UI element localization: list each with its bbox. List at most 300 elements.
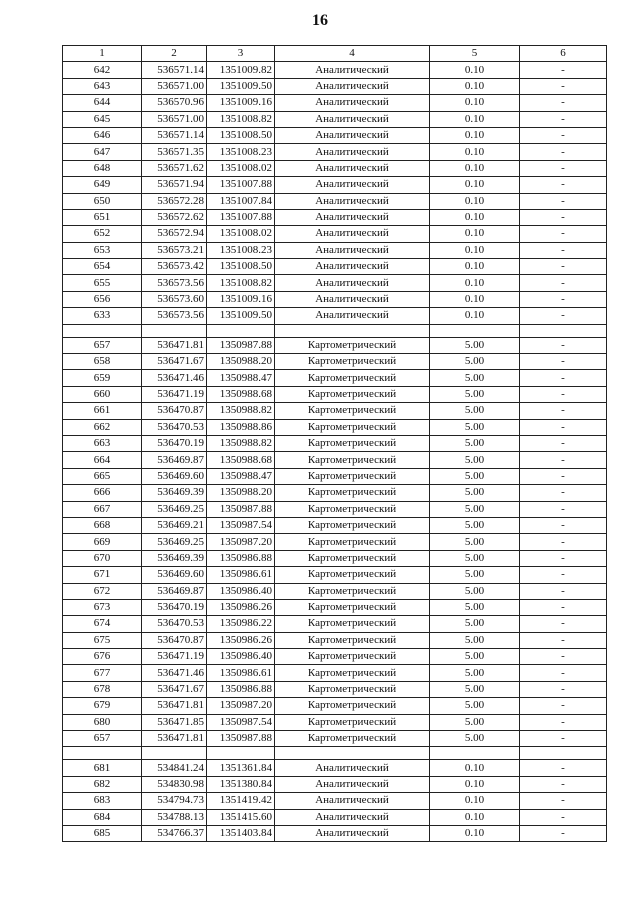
coordinate-x-cell: 536572.94 <box>142 226 207 242</box>
table-row <box>63 583 607 599</box>
coordinate-y-cell: 1351008.82 <box>207 111 275 127</box>
method-cell: Аналитический <box>275 308 430 324</box>
coordinate-y-cell: 1350986.88 <box>207 681 275 697</box>
point-number-cell: 661 <box>63 403 142 419</box>
coordinate-x-cell: 536470.87 <box>142 632 207 648</box>
coordinate-y-cell: 1351380.84 <box>207 776 275 792</box>
accuracy-cell: 0.10 <box>430 308 520 324</box>
note-cell: - <box>520 144 607 160</box>
coordinate-y-cell: 1351008.23 <box>207 144 275 160</box>
coordinate-y-cell: 1350987.54 <box>207 714 275 730</box>
note-cell: - <box>520 665 607 681</box>
point-number-cell: 642 <box>63 62 142 78</box>
coordinate-x-cell: 536469.87 <box>142 583 207 599</box>
accuracy-cell: 5.00 <box>430 354 520 370</box>
note-cell: - <box>520 111 607 127</box>
method-cell: Картометрический <box>275 731 430 747</box>
empty-cell <box>430 324 520 337</box>
table-row <box>63 62 607 78</box>
table-row <box>63 111 607 127</box>
accuracy-cell: 5.00 <box>430 649 520 665</box>
point-number-cell: 646 <box>63 127 142 143</box>
table-row <box>63 550 607 566</box>
note-cell: - <box>520 435 607 451</box>
accuracy-cell: 0.10 <box>430 177 520 193</box>
accuracy-cell: 0.10 <box>430 127 520 143</box>
point-number-cell: 682 <box>63 776 142 792</box>
accuracy-cell: 5.00 <box>430 370 520 386</box>
note-cell: - <box>520 242 607 258</box>
method-cell: Картометрический <box>275 354 430 370</box>
coordinates-table <box>62 45 607 842</box>
table-row <box>63 275 607 291</box>
note-cell: - <box>520 731 607 747</box>
note-cell: - <box>520 534 607 550</box>
method-cell: Аналитический <box>275 177 430 193</box>
method-cell: Аналитический <box>275 259 430 275</box>
coordinate-y-cell: 1350988.20 <box>207 354 275 370</box>
note-cell: - <box>520 354 607 370</box>
table-row <box>63 616 607 632</box>
empty-cell <box>275 747 430 760</box>
coordinate-x-cell: 536470.53 <box>142 616 207 632</box>
note-cell: - <box>520 550 607 566</box>
coordinate-y-cell: 1350986.26 <box>207 632 275 648</box>
note-cell: - <box>520 776 607 792</box>
coordinate-y-cell: 1351419.42 <box>207 793 275 809</box>
method-cell: Аналитический <box>275 95 430 111</box>
table-row <box>63 354 607 370</box>
coordinate-x-cell: 536471.46 <box>142 665 207 681</box>
point-number-cell: 633 <box>63 308 142 324</box>
coordinate-y-cell: 1351008.50 <box>207 259 275 275</box>
coordinate-x-cell: 536471.81 <box>142 731 207 747</box>
point-number-cell: 673 <box>63 599 142 615</box>
point-number-cell: 644 <box>63 95 142 111</box>
note-cell: - <box>520 160 607 176</box>
method-cell: Аналитический <box>275 776 430 792</box>
empty-cell <box>142 324 207 337</box>
point-number-cell: 668 <box>63 517 142 533</box>
accuracy-cell: 0.10 <box>430 809 520 825</box>
note-cell: - <box>520 517 607 533</box>
coordinate-x-cell: 536471.67 <box>142 354 207 370</box>
point-number-cell: 676 <box>63 649 142 665</box>
point-number-cell: 655 <box>63 275 142 291</box>
method-cell: Картометрический <box>275 616 430 632</box>
empty-cell <box>520 747 607 760</box>
accuracy-cell: 0.10 <box>430 793 520 809</box>
note-cell: - <box>520 567 607 583</box>
accuracy-cell: 5.00 <box>430 616 520 632</box>
point-number-cell: 675 <box>63 632 142 648</box>
table-row <box>63 127 607 143</box>
table-row <box>63 665 607 681</box>
accuracy-cell: 0.10 <box>430 825 520 841</box>
coordinate-y-cell: 1350988.68 <box>207 386 275 402</box>
blank-separator-row <box>63 747 607 760</box>
point-number-cell: 659 <box>63 370 142 386</box>
method-cell: Аналитический <box>275 275 430 291</box>
point-number-cell: 681 <box>63 760 142 776</box>
point-number-cell: 680 <box>63 714 142 730</box>
method-cell: Аналитический <box>275 160 430 176</box>
accuracy-cell: 0.10 <box>430 760 520 776</box>
table-row <box>63 308 607 324</box>
accuracy-cell: 0.10 <box>430 209 520 225</box>
column-header-6: 6 <box>520 46 607 62</box>
coordinate-x-cell: 536469.39 <box>142 485 207 501</box>
coordinate-y-cell: 1350987.54 <box>207 517 275 533</box>
table-row <box>63 649 607 665</box>
method-cell: Аналитический <box>275 793 430 809</box>
point-number-cell: 653 <box>63 242 142 258</box>
method-cell: Картометрический <box>275 567 430 583</box>
point-number-cell: 672 <box>63 583 142 599</box>
method-cell: Аналитический <box>275 78 430 94</box>
coordinate-x-cell: 536470.87 <box>142 403 207 419</box>
accuracy-cell: 0.10 <box>430 776 520 792</box>
point-number-cell: 685 <box>63 825 142 841</box>
table-row <box>63 144 607 160</box>
empty-cell <box>275 324 430 337</box>
point-number-cell: 667 <box>63 501 142 517</box>
method-cell: Картометрический <box>275 485 430 501</box>
note-cell: - <box>520 193 607 209</box>
note-cell: - <box>520 681 607 697</box>
note-cell: - <box>520 386 607 402</box>
note-cell: - <box>520 370 607 386</box>
note-cell: - <box>520 259 607 275</box>
accuracy-cell: 5.00 <box>430 731 520 747</box>
point-number-cell: 669 <box>63 534 142 550</box>
note-cell: - <box>520 226 607 242</box>
point-number-cell: 648 <box>63 160 142 176</box>
coordinate-x-cell: 536572.28 <box>142 193 207 209</box>
table-row <box>63 209 607 225</box>
method-cell: Аналитический <box>275 809 430 825</box>
column-header-5: 5 <box>430 46 520 62</box>
accuracy-cell: 5.00 <box>430 583 520 599</box>
table-row <box>63 793 607 809</box>
coordinate-y-cell: 1351415.60 <box>207 809 275 825</box>
coordinate-x-cell: 536571.14 <box>142 127 207 143</box>
coordinate-y-cell: 1350988.47 <box>207 370 275 386</box>
table-row <box>63 517 607 533</box>
method-cell: Аналитический <box>275 127 430 143</box>
note-cell: - <box>520 337 607 353</box>
note-cell: - <box>520 616 607 632</box>
accuracy-cell: 5.00 <box>430 468 520 484</box>
coordinate-x-cell: 536571.94 <box>142 177 207 193</box>
accuracy-cell: 0.10 <box>430 144 520 160</box>
empty-cell <box>207 324 275 337</box>
accuracy-cell: 5.00 <box>430 501 520 517</box>
column-header-2: 2 <box>142 46 207 62</box>
accuracy-cell: 5.00 <box>430 599 520 615</box>
coordinate-y-cell: 1350988.68 <box>207 452 275 468</box>
accuracy-cell: 5.00 <box>430 534 520 550</box>
note-cell: - <box>520 452 607 468</box>
point-number-cell: 656 <box>63 291 142 307</box>
table-row <box>63 160 607 176</box>
point-number-cell: 650 <box>63 193 142 209</box>
method-cell: Аналитический <box>275 209 430 225</box>
coordinate-y-cell: 1351007.88 <box>207 177 275 193</box>
coordinate-x-cell: 536571.62 <box>142 160 207 176</box>
coordinate-x-cell: 536471.19 <box>142 649 207 665</box>
method-cell: Аналитический <box>275 193 430 209</box>
method-cell: Картометрический <box>275 649 430 665</box>
coordinate-x-cell: 536471.46 <box>142 370 207 386</box>
table-row <box>63 534 607 550</box>
accuracy-cell: 5.00 <box>430 567 520 583</box>
table-row <box>63 370 607 386</box>
table-row <box>63 681 607 697</box>
coordinate-y-cell: 1350986.61 <box>207 567 275 583</box>
coordinate-y-cell: 1350988.82 <box>207 435 275 451</box>
accuracy-cell: 0.10 <box>430 193 520 209</box>
point-number-cell: 678 <box>63 681 142 697</box>
method-cell: Картометрический <box>275 468 430 484</box>
coordinate-x-cell: 536469.21 <box>142 517 207 533</box>
note-cell: - <box>520 62 607 78</box>
table-row <box>63 567 607 583</box>
empty-cell <box>142 747 207 760</box>
point-number-cell: 664 <box>63 452 142 468</box>
table-row <box>63 78 607 94</box>
table-header-row <box>63 46 607 62</box>
point-number-cell: 657 <box>63 731 142 747</box>
method-cell: Картометрический <box>275 599 430 615</box>
method-cell: Аналитический <box>275 242 430 258</box>
method-cell: Аналитический <box>275 226 430 242</box>
note-cell: - <box>520 95 607 111</box>
column-header-3: 3 <box>207 46 275 62</box>
accuracy-cell: 5.00 <box>430 681 520 697</box>
accuracy-cell: 5.00 <box>430 419 520 435</box>
accuracy-cell: 0.10 <box>430 111 520 127</box>
coordinate-y-cell: 1350986.40 <box>207 649 275 665</box>
note-cell: - <box>520 275 607 291</box>
coordinate-y-cell: 1351008.02 <box>207 226 275 242</box>
coordinate-x-cell: 536471.81 <box>142 337 207 353</box>
method-cell: Аналитический <box>275 111 430 127</box>
point-number-cell: 677 <box>63 665 142 681</box>
accuracy-cell: 0.10 <box>430 78 520 94</box>
point-number-cell: 649 <box>63 177 142 193</box>
accuracy-cell: 5.00 <box>430 403 520 419</box>
coordinate-y-cell: 1350987.20 <box>207 698 275 714</box>
coordinate-x-cell: 536469.25 <box>142 534 207 550</box>
coordinate-y-cell: 1351403.84 <box>207 825 275 841</box>
note-cell: - <box>520 599 607 615</box>
method-cell: Аналитический <box>275 825 430 841</box>
method-cell: Картометрический <box>275 337 430 353</box>
point-number-cell: 643 <box>63 78 142 94</box>
accuracy-cell: 0.10 <box>430 226 520 242</box>
table-row <box>63 403 607 419</box>
accuracy-cell: 5.00 <box>430 517 520 533</box>
coordinate-x-cell: 536573.56 <box>142 275 207 291</box>
coordinate-x-cell: 536471.67 <box>142 681 207 697</box>
point-number-cell: 662 <box>63 419 142 435</box>
point-number-cell: 679 <box>63 698 142 714</box>
note-cell: - <box>520 78 607 94</box>
table-row <box>63 501 607 517</box>
accuracy-cell: 5.00 <box>430 550 520 566</box>
method-cell: Картометрический <box>275 550 430 566</box>
coordinate-x-cell: 536572.62 <box>142 209 207 225</box>
table-row <box>63 193 607 209</box>
note-cell: - <box>520 760 607 776</box>
coordinate-y-cell: 1351008.50 <box>207 127 275 143</box>
note-cell: - <box>520 632 607 648</box>
note-cell: - <box>520 809 607 825</box>
table-body <box>63 62 607 842</box>
note-cell: - <box>520 714 607 730</box>
coordinate-y-cell: 1351008.02 <box>207 160 275 176</box>
note-cell: - <box>520 403 607 419</box>
point-number-cell: 684 <box>63 809 142 825</box>
blank-separator-row <box>63 324 607 337</box>
accuracy-cell: 5.00 <box>430 698 520 714</box>
note-cell: - <box>520 583 607 599</box>
coordinate-y-cell: 1351361.84 <box>207 760 275 776</box>
accuracy-cell: 5.00 <box>430 632 520 648</box>
method-cell: Картометрический <box>275 681 430 697</box>
method-cell: Картометрический <box>275 517 430 533</box>
method-cell: Аналитический <box>275 760 430 776</box>
coordinate-y-cell: 1350986.40 <box>207 583 275 599</box>
coordinate-y-cell: 1350988.82 <box>207 403 275 419</box>
coordinate-x-cell: 536470.19 <box>142 599 207 615</box>
point-number-cell: 666 <box>63 485 142 501</box>
table-row <box>63 776 607 792</box>
coordinate-y-cell: 1351007.84 <box>207 193 275 209</box>
coordinate-y-cell: 1350986.26 <box>207 599 275 615</box>
coordinate-x-cell: 536573.60 <box>142 291 207 307</box>
coordinate-y-cell: 1350986.88 <box>207 550 275 566</box>
table-row <box>63 825 607 841</box>
coordinate-x-cell: 536471.19 <box>142 386 207 402</box>
coordinate-x-cell: 534788.13 <box>142 809 207 825</box>
table-row <box>63 419 607 435</box>
coordinate-x-cell: 536571.00 <box>142 111 207 127</box>
coordinate-x-cell: 536571.00 <box>142 78 207 94</box>
coordinate-x-cell: 536573.42 <box>142 259 207 275</box>
coordinate-y-cell: 1351008.82 <box>207 275 275 291</box>
table-row <box>63 809 607 825</box>
note-cell: - <box>520 793 607 809</box>
coordinate-y-cell: 1351009.16 <box>207 291 275 307</box>
point-number-cell: 683 <box>63 793 142 809</box>
accuracy-cell: 5.00 <box>430 452 520 468</box>
method-cell: Картометрический <box>275 698 430 714</box>
table-row <box>63 259 607 275</box>
point-number-cell: 652 <box>63 226 142 242</box>
coordinate-x-cell: 536470.53 <box>142 419 207 435</box>
coordinate-x-cell: 536573.56 <box>142 308 207 324</box>
table-row <box>63 468 607 484</box>
note-cell: - <box>520 419 607 435</box>
accuracy-cell: 5.00 <box>430 386 520 402</box>
table-row <box>63 386 607 402</box>
method-cell: Картометрический <box>275 435 430 451</box>
coordinate-y-cell: 1350987.20 <box>207 534 275 550</box>
table-row <box>63 177 607 193</box>
method-cell: Картометрический <box>275 665 430 681</box>
note-cell: - <box>520 127 607 143</box>
method-cell: Аналитический <box>275 62 430 78</box>
coordinate-y-cell: 1351009.82 <box>207 62 275 78</box>
method-cell: Картометрический <box>275 501 430 517</box>
table-row <box>63 714 607 730</box>
coordinate-x-cell: 536471.85 <box>142 714 207 730</box>
table-row <box>63 760 607 776</box>
method-cell: Картометрический <box>275 452 430 468</box>
point-number-cell: 654 <box>63 259 142 275</box>
coordinate-y-cell: 1350988.47 <box>207 468 275 484</box>
coordinate-y-cell: 1351009.50 <box>207 78 275 94</box>
coordinate-x-cell: 536471.81 <box>142 698 207 714</box>
point-number-cell: 647 <box>63 144 142 160</box>
method-cell: Картометрический <box>275 403 430 419</box>
note-cell: - <box>520 308 607 324</box>
table-row <box>63 485 607 501</box>
point-number-cell: 663 <box>63 435 142 451</box>
coordinate-x-cell: 536570.96 <box>142 95 207 111</box>
note-cell: - <box>520 291 607 307</box>
method-cell: Аналитический <box>275 291 430 307</box>
note-cell: - <box>520 468 607 484</box>
table-row <box>63 599 607 615</box>
page-number: 16 <box>312 12 328 29</box>
coordinate-y-cell: 1350986.22 <box>207 616 275 632</box>
column-header-1: 1 <box>63 46 142 62</box>
table-row <box>63 291 607 307</box>
column-header-4: 4 <box>275 46 430 62</box>
point-number-cell: 674 <box>63 616 142 632</box>
coordinate-x-cell: 536469.87 <box>142 452 207 468</box>
note-cell: - <box>520 698 607 714</box>
accuracy-cell: 5.00 <box>430 435 520 451</box>
coordinate-y-cell: 1350986.61 <box>207 665 275 681</box>
table-row <box>63 632 607 648</box>
note-cell: - <box>520 501 607 517</box>
table-row <box>63 435 607 451</box>
accuracy-cell: 5.00 <box>430 337 520 353</box>
point-number-cell: 645 <box>63 111 142 127</box>
table-row <box>63 731 607 747</box>
method-cell: Картометрический <box>275 386 430 402</box>
method-cell: Картометрический <box>275 370 430 386</box>
note-cell: - <box>520 825 607 841</box>
empty-cell <box>520 324 607 337</box>
coordinate-x-cell: 534766.37 <box>142 825 207 841</box>
coordinate-x-cell: 536469.60 <box>142 468 207 484</box>
coordinate-x-cell: 536469.39 <box>142 550 207 566</box>
note-cell: - <box>520 177 607 193</box>
table-row <box>63 452 607 468</box>
point-number-cell: 670 <box>63 550 142 566</box>
accuracy-cell: 0.10 <box>430 291 520 307</box>
coordinate-x-cell: 534794.73 <box>142 793 207 809</box>
empty-cell <box>430 747 520 760</box>
coordinate-y-cell: 1351009.16 <box>207 95 275 111</box>
empty-cell <box>63 324 142 337</box>
accuracy-cell: 5.00 <box>430 714 520 730</box>
